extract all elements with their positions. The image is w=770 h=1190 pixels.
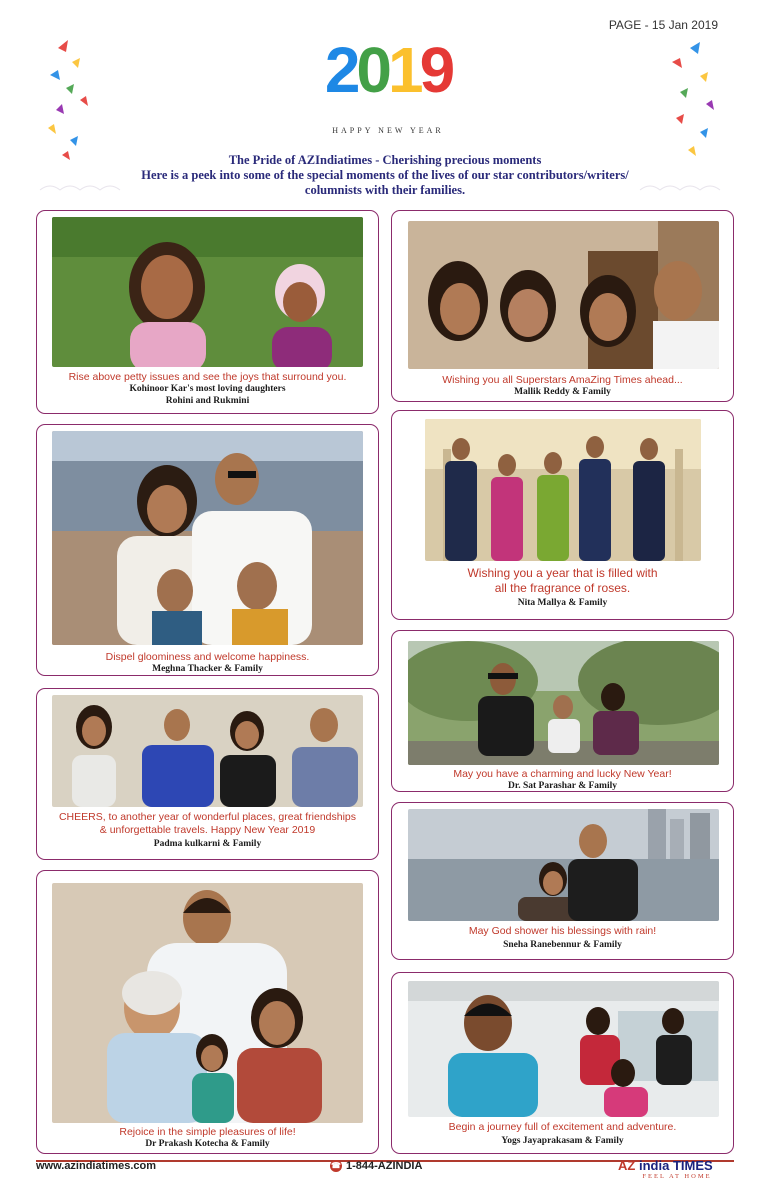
photo-card-thacker [36,424,379,676]
card-caption: Rejoice in the simple pleasures of life! [119,1126,296,1138]
card-caption: Dispel gloominess and welcome happiness. [105,651,310,663]
card-caption: Rise above petty issues and see the joys that surround you. [68,371,347,383]
card-names: Nita Mallya & Family [517,598,608,608]
family-photo [52,431,363,645]
footer-phone: ☎ 1-844-AZINDIA [331,1160,423,1172]
card-names: Meghna Thacker & Family [152,664,263,674]
card-caption: May you have a charming and lucky New Year! [453,768,672,780]
photo-card-kar [36,210,379,414]
phone-icon: ☎ [331,1161,341,1171]
intro-text: The Pride of AZIndiatimes - Cherishing precious moments Here is a peek into some of the special moments of the lives of our star contributors/writers/ columnists with their families. [141,153,629,197]
card-names: Dr Prakash Kotecha & Family [145,1139,270,1149]
family-photo [408,641,719,765]
card-names: Rohini and Rukmini [165,396,250,406]
photo-card-ranebennur [391,802,734,960]
page-label: PAGE - 15 Jan 2019 [608,18,718,32]
card-names: Dr. Sat Parashar & Family [508,781,617,791]
card-names: Kohinoor Kar's most loving daughters [129,384,286,394]
family-photo [52,883,363,1123]
photo-card-kulkarni [36,688,379,860]
card-names: Mallik Reddy & Family [514,387,611,397]
card-names: Sneha Ranebennur & Family [503,940,622,950]
family-photo [425,419,701,561]
family-photo [408,221,719,369]
photo-card-reddy [391,210,734,402]
photo-card-parashar [391,630,734,792]
happy-new-year-tagline: HAPPY NEW YEAR [332,126,444,135]
family-photo [52,217,363,367]
family-photo [408,981,719,1117]
photo-card-jayaprakasam [391,972,734,1154]
card-caption: CHEERS, to another year of wonderful places, great friendships & unforgettable travels. Happy New Year 2019 [58,811,357,836]
family-photo [408,809,719,921]
card-caption: Wishing you a year that is filled with all the fragrance of roses. [467,566,658,595]
photo-card-mallya [391,410,734,620]
card-caption: Wishing you all Superstars AmaZing Times ahead... [442,374,683,386]
card-caption: May God shower his blessings with rain! [468,925,657,937]
photo-card-kotecha [36,870,379,1154]
footer-website-link[interactable]: www.azindiatimes.com [36,1160,157,1172]
year-2019-logo: 2019 [324,34,452,106]
card-names: Padma kulkarni & Family [153,839,262,849]
azindiatimes-logo: AZ india TIMES FEEL AT HOME [618,1158,713,1180]
family-photo [52,695,363,807]
card-names: Yogs Jayaprakasam & Family [501,1136,624,1146]
card-caption: Begin a journey full of excitement and adventure. [448,1121,677,1133]
